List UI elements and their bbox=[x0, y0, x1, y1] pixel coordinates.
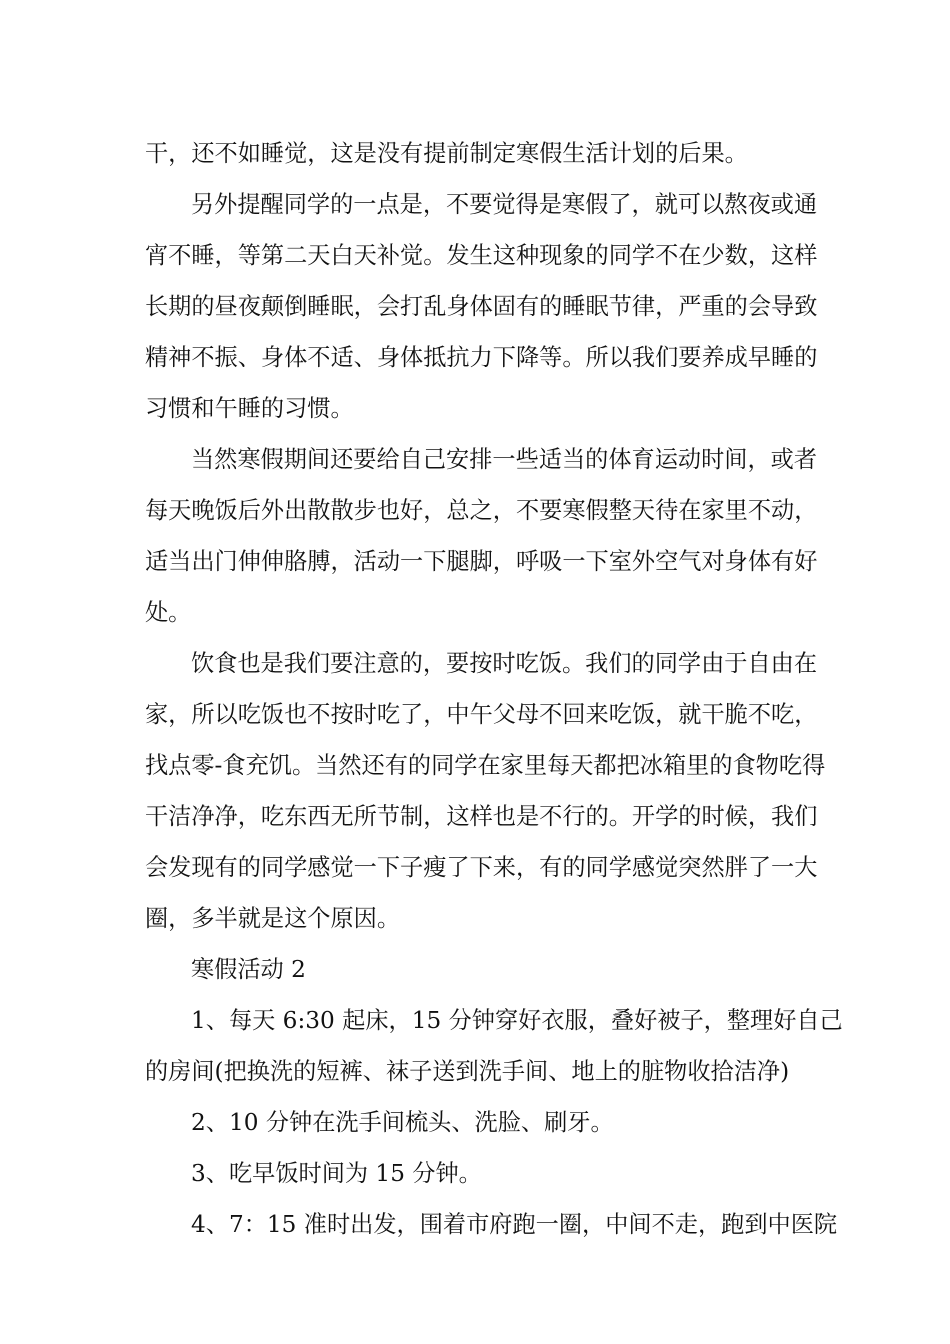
text-line-20: 2、10 分钟在洗手间梳头、洗脸、刷牙。 bbox=[191, 1109, 614, 1136]
text-line-7: 当然寒假期间还要给自己安排一些适当的体育运动时间，或者 bbox=[191, 446, 818, 473]
text-line-12: 家，所以吃饭也不按时吃了，中午父母不回来吃饭，就干脆不吃， bbox=[145, 701, 818, 728]
document-body bbox=[145, 128, 843, 1250]
text-line-1: 干，还不如睡觉，这是没有提前制定寒假生活计划的后果。 bbox=[145, 140, 748, 167]
text-line-13: 找点零-食充饥。当然还有的同学在家里每天都把冰箱里的食物吃得 bbox=[145, 752, 826, 779]
text-line-6: 习惯和午睡的习惯。 bbox=[145, 395, 354, 422]
text-line-19: 的房间(把换洗的短裤、袜子送到洗手间、地上的脏物收拾洁净) bbox=[145, 1058, 790, 1085]
text-line-2: 另外提醒同学的一点是，不要觉得是寒假了，就可以熬夜或通 bbox=[191, 191, 818, 218]
text-line-15: 会发现有的同学感觉一下子瘦了下来，有的同学感觉突然胖了一大 bbox=[145, 854, 818, 881]
text-line-10: 处。 bbox=[145, 599, 192, 626]
text-line-21: 3、吃早饭时间为 15 分钟。 bbox=[191, 1160, 482, 1187]
text-line-8: 每天晚饭后外出散散步也好，总之，不要寒假整天待在家里不动， bbox=[145, 497, 818, 524]
text-line-11: 饮食也是我们要注意的，要按时吃饭。我们的同学由于自由在 bbox=[191, 650, 818, 677]
text-line-18: 1、每天 6:30 起床，15 分钟穿好衣服，叠好被子，整理好自己 bbox=[191, 1007, 843, 1034]
text-line-9: 适当出门伸伸胳膊，活动一下腿脚，呼吸一下室外空气对身体有好 bbox=[145, 548, 818, 575]
text-line-22: 4、7：15 准时出发，围着市府跑一圈，中间不走，跑到中医院 bbox=[191, 1211, 838, 1238]
text-line-5: 精神不振、身体不适、身体抵抗力下降等。所以我们要养成早睡的 bbox=[145, 344, 818, 371]
text-line-3: 宵不睡，等第二天白天补觉。发生这种现象的同学不在少数，这样 bbox=[145, 242, 818, 269]
text-line-16: 圈，多半就是这个原因。 bbox=[145, 905, 401, 932]
text-line-14: 干洁净净，吃东西无所节制，这样也是不行的。开学的时候，我们 bbox=[145, 803, 818, 830]
section-heading: 寒假活动 2 bbox=[191, 956, 306, 983]
text-line-4: 长期的昼夜颠倒睡眠，会打乱身体固有的睡眠节律，严重的会导致 bbox=[145, 293, 818, 320]
